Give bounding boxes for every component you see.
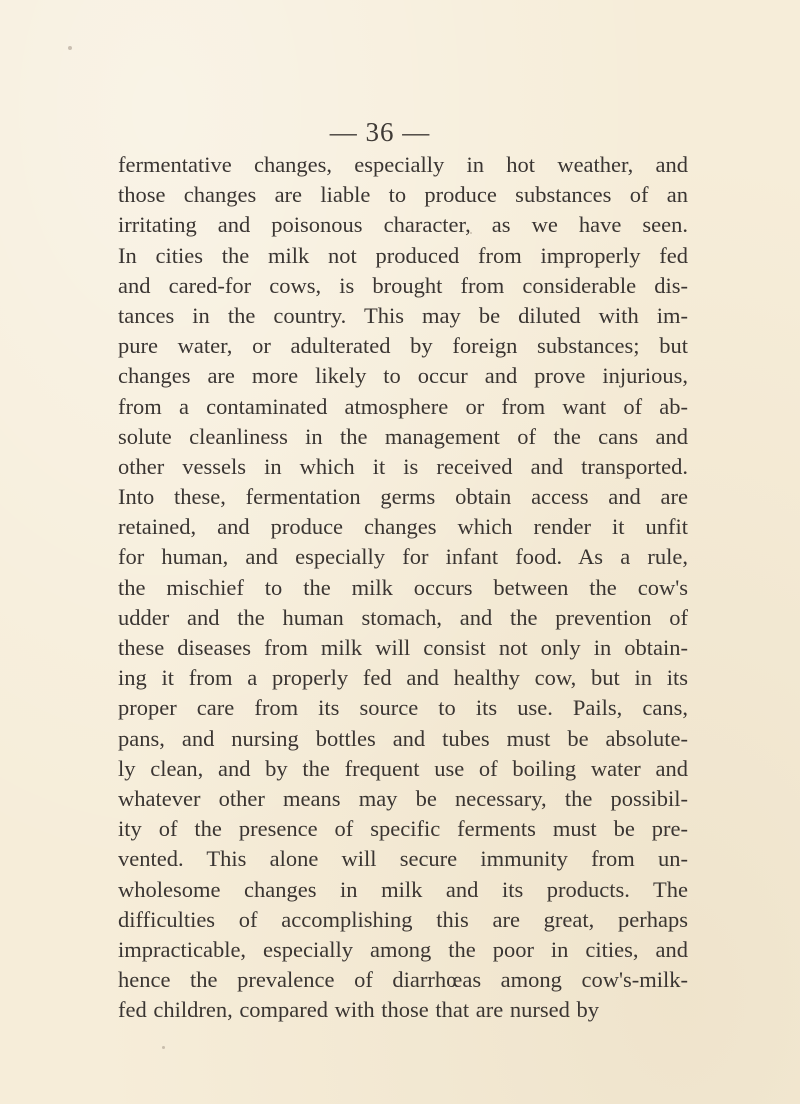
text-line: from a contaminated atmosphere or from want of ab-: [118, 393, 688, 419]
text-line: proper care from its source to its use. Pails, cans,: [118, 695, 688, 721]
paper-speck: [68, 46, 72, 50]
text-line: wholesome changes in milk and its products. The: [118, 876, 688, 902]
text-line: udder and the human stomach, and the prevention of: [118, 604, 688, 630]
text-line: fermentative changes, especially in hot weather, and: [118, 152, 688, 177]
text-line: and cared-for cows, is brought from considerable dis-: [118, 272, 688, 298]
text-line: hence the prevalence of diarrhœas among cow's-milk-: [118, 967, 688, 993]
text-line: irritating and poisonous character, as we have seen.: [118, 212, 688, 238]
text-line: ing it from a properly fed and healthy cow, but in its: [118, 665, 688, 691]
text-line: retained, and produce changes which render it unfit: [118, 514, 688, 540]
text-line: difficulties of accomplishing this are great, perhaps: [118, 906, 688, 932]
text-line: fed children, compared with those that are nursed by: [118, 997, 599, 1023]
text-line: for human, and especially for infant food. As a rule,: [118, 544, 688, 570]
text-line: In cities the milk not produced from improperly fed: [118, 242, 688, 268]
text-line: these diseases from milk will consist not only in obtain-: [118, 635, 688, 660]
text-line: vented. This alone will secure immunity from un-: [118, 846, 688, 872]
text-line: pans, and nursing bottles and tubes must be absolute-: [118, 725, 688, 751]
text-line: pure water, or adulterated by foreign substances; but: [118, 333, 688, 359]
text-line: whatever other means may be necessary, the possibil-: [118, 785, 688, 811]
text-line: solute cleanliness in the management of the cans and: [118, 423, 688, 449]
text-line: Into these, fermentation germs obtain access and are: [118, 484, 688, 510]
paper-speck: [162, 1046, 165, 1049]
body-text: [118, 150, 688, 1025]
text-line: other vessels in which it is received and transported.: [118, 453, 688, 479]
text-line: ity of the presence of specific ferments must be pre-: [118, 816, 688, 842]
text-line: the mischief to the milk occurs between the cow's: [118, 574, 688, 600]
text-line: impracticable, especially among the poor in cities, and: [118, 936, 688, 962]
page-number: — 36 —: [329, 117, 431, 147]
text-line: ly clean, and by the frequent use of boiling water and: [118, 755, 688, 781]
text-line: those changes are liable to produce substances of an: [118, 182, 688, 208]
text-line: changes are more likely to occur and prove injurious,: [118, 363, 688, 389]
text-line: tances in the country. This may be diluted with im-: [118, 302, 688, 328]
